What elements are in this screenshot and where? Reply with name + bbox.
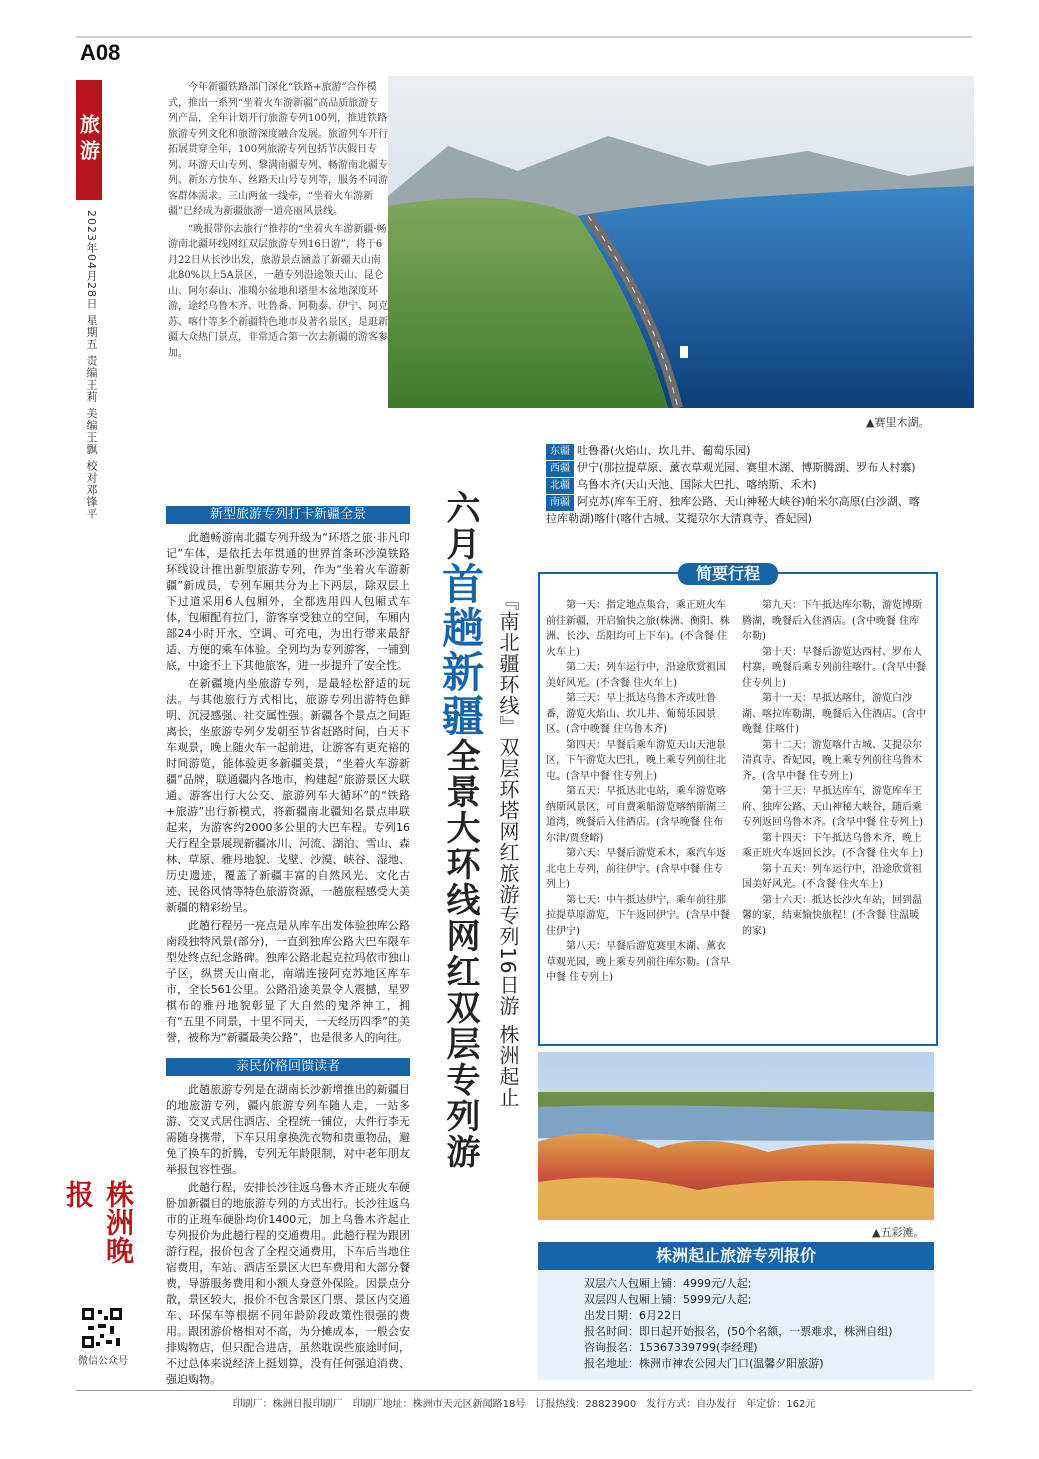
sayram-lake-photo: [388, 76, 974, 408]
itinerary-day: 第六天：早餐后游览禾木，乘汽车返北屯上专列，前往伊宁。(含早中餐 住专列上): [546, 848, 726, 890]
paragraph: 在新疆境内坐旅游专列，是最轻松舒适的玩法。与其他旅行方式相比，旅游专列出游特色鲜明、沉浸感强、社交属性强。新疆各个景点之间距离长，坐旅游专列夕发朝至节省赶路时间，白天下车观景，晚上随火车一起前进，让游客有更充裕的时间游览，能体验更多新疆美景，“坐着火车游新疆”品牌，联通疆内各地市，构建起“旅游景区大联通、游客出行大公交、旅游列车大循环”的“铁路+旅游”出行新模式，将新疆南北疆知名景点串联起来，为游客约2000多公里的大巴车程。专列16天行程全景展现新疆冰川、河流、湖泊、雪山、森林、草原、雅丹地貌、戈壁、沙漠、峡谷、湿地、历史遗迹，覆盖了新疆丰富的自然风光、文化古迹、民俗风情等特色旅游资源，一趟旅程感受大美新疆的精彩纷呈。: [166, 677, 410, 914]
destination-list: [546, 443, 926, 527]
destination-text: 吐鲁番(火焰山、坎儿井、葡萄乐园): [577, 444, 751, 457]
itinerary-day: 第五天：早抵达北屯站，乘车游览喀纳斯风景区，可自费乘船游览喀纳斯湖三道湾，晚餐后入住酒店。(含早晚餐 住布尔津/贾登峪): [546, 786, 726, 844]
price-line: 报名地址：株洲市神农公园大门口(温馨夕阳旅游): [584, 1357, 824, 1370]
itinerary-day: 第九天：下午抵达库尔勒，游览博斯腾湖，晚餐后入住酒店。(含中晚餐 住库尔勒): [742, 600, 922, 642]
price-line: 咨询报名：15367339799(李经理): [584, 1341, 758, 1354]
destination-text: 阿克苏(库车王府、独库公路、天山神秘大峡谷)帕米尔高原(白沙湖、喀拉库勒湖)喀什(喀什古城、艾提尕尔大清真寺、香妃园): [546, 495, 920, 525]
price-line: 双层六人包厢上铺：4999元/人起;: [584, 1277, 752, 1290]
destination-item: [546, 494, 926, 527]
region-tag: 南疆: [546, 495, 574, 511]
itinerary-day: 第十三天：早抵达库车，游览库车王府、独库公路、天山神秘大峡谷，随后乘专列返回乌鲁木齐。(含早中餐 住专列上): [742, 786, 923, 828]
destination-item: [546, 460, 926, 477]
section-heading: 新型旅游专列打卡新疆全景: [166, 506, 410, 524]
section-body: [166, 530, 410, 1046]
section-body: [166, 1082, 410, 1388]
paragraph: 此趟畅游南北疆专列升级为“环塔之旅·非凡印记”车体，是依托去年贯通的世界首条环沙漠铁路环线设计推出新型旅游专列，作为“坐着火车游新疆”新成员，专列车厢共分为上下两层，除双层上下过道采用6人包厢外，全都选用四人包厢式车体，包厢配有拉门，游客享受独立的空间，车厢内部24小时开水、空调、可充电，为出行带来最舒适、方便的乘车体验。全列均为专列游客，一铺到底，中途不上下其他旅客，进一步提升了安全性。: [166, 531, 410, 672]
itinerary-day: 第三天：早上抵达乌鲁木齐或吐鲁番，游览火焰山、坎儿井、葡萄乐园景区。(含中晚餐 住乌鲁木齐): [546, 693, 716, 735]
itinerary-day: 第十一天：早抵达喀什，游览白沙湖、喀拉库勒湖，晚餐后入住酒店。(含中晚餐 住喀什): [742, 693, 926, 735]
price-line: 报名时间：即日起开始报名，(50个名额，一票难求，株洲自组): [584, 1325, 893, 1338]
itinerary-heading: 简要行程: [678, 563, 778, 585]
section-1: [166, 506, 410, 1048]
itinerary-day: 第十天：早餐后游览达西村、罗布人村寨，晚餐后乘专列前往喀什。(含早中餐 住专列上): [742, 646, 926, 689]
section-2: [166, 1058, 410, 1390]
photo-caption: ▲赛里木湖。: [866, 416, 930, 429]
itinerary-day: 第七天：中午抵达伊宁，乘车前往那拉提草原游览，下午返回伊宁。(含早中餐 住伊宁): [546, 894, 730, 937]
region-tag: 东疆: [546, 444, 574, 460]
sayram-lake-image: [388, 76, 974, 408]
region-tag: 西疆: [546, 461, 574, 477]
itinerary-right-column: [742, 598, 928, 939]
itinerary-day: 第十二天：游览喀什古城、艾提尕尔清真寺、香妃园，晚上乘专列前往乌鲁木齐。(含早中餐 住专列上): [742, 739, 922, 782]
footer: 印刷厂：株洲日报印刷厂 印刷厂地址：株洲市天元区新闻路18号 订报热线：28823900 发行方式：自办发行 年定价：162元: [76, 1390, 972, 1410]
itinerary-left-column: [546, 598, 732, 986]
qr-code-graphic: [80, 1306, 124, 1350]
price-line: 出发日期：6月22日: [584, 1309, 682, 1322]
region-tag: 北疆: [546, 478, 574, 494]
itinerary-day: 第十五天：列车运行中，沿途欣赏祖国美好风光。(不含餐 住火车上): [742, 863, 922, 890]
itinerary-day: 第八天：早餐后游览赛里木湖、薰衣草观光园，晚上乘专列前往库尔勒。(含早中餐 住专列上): [546, 941, 730, 983]
itinerary-box: [538, 572, 938, 1046]
itinerary-day: 第十六天：抵达长沙火车站，回到温馨的家，结束愉快旅程！(不含餐 住温暖的家): [742, 894, 922, 937]
destination-item: [546, 443, 926, 460]
destination-item: [546, 477, 926, 494]
newspaper-logo: 株洲晚报: [62, 1180, 135, 1264]
itinerary-day: 第一天：指定地点集合，乘正班火车前往新疆，开启愉快之旅(株洲、衡阳、株洲、长沙、岳阳均可上下车)。(不含餐 住火车上): [546, 600, 730, 658]
colorful-beach-photo: [538, 1052, 934, 1220]
intro-paragraph: 今年新疆铁路部门深化“铁路+旅游”合作模式，推出一系列“坐着火车游新疆”高品质旅游专列产品，全年计划开行旅游专列100列，推进铁路旅游专列文化和旅游深度融合发展。旅游列车开行拓展贯穿全年，100列旅游专列包括节庆假日专列、环游天山专列、黎满南疆专列、畅游南北疆专列、新东方快车、丝路天山号专列等，服务不同游客群体需求。三山两盆一线牵，“坐着火车游新疆”已经成为新疆旅游一道亮丽风景线。: [168, 82, 388, 217]
top-rule: [76, 36, 972, 38]
destination-text: 伊宁(那拉提草原、薰衣草观光园、赛里木湖、博斯腾湖、罗布人村寨): [577, 461, 916, 474]
section-heading: 亲民价格回馈读者: [166, 1058, 410, 1076]
qr-code-icon[interactable]: [80, 1306, 124, 1350]
pricing-lines: [584, 1276, 893, 1372]
qr-label: 微信公众号: [78, 1356, 128, 1367]
colorful-beach-image: [538, 1052, 934, 1220]
itinerary-day: 第四天：早餐后乘车游览天山天池景区，下午游览大巴扎，晚上乘专列前往北屯。(含早中餐 住专列上): [546, 739, 726, 782]
headline-highlight: 首趟新疆: [436, 562, 485, 738]
itinerary-day: 第二天：列车运行中，沿途欣赏祖国美好风光。(不含餐 住火车上): [546, 662, 726, 689]
paragraph: 此趟行程另一亮点是从库车出发体验独库公路南段独特风景(部分)，一直到独库公路大巴车限车型处终点纪念路碑。独库公路北起克拉玛依市独山子区，纵贯天山南北，南端连接阿克苏地区库车市，全长561公里。公路沿途美景令人震撼，星罗棋布的雅丹地貌彰显了大自然的鬼斧神工，拥有“五里不同景，十里不同天，一天经历四季”的美誉，被称为“新疆最美公路”，也是很多人的向往。: [166, 919, 410, 1044]
paragraph: 此趟旅游专列是在湖南长沙新增推出的新疆目的地旅游专列，疆内旅游专列车随人走，一站多游、交叉式居住酒店、全程统一铺位，大件行李无需随身携带，下车只用拿换洗衣物和贵重物品，避免了换车的折腾，专列无年龄限制，对中老年朋友举报包容性强。: [166, 1083, 410, 1176]
pricing-heading: 株洲起止旅游专列报价: [538, 1242, 934, 1270]
subheadline: 『南北疆环线』双层环塔网红旅游专列16日游 株洲起止: [496, 590, 520, 1108]
price-line: 双层四人包厢上铺：5999元/人起;: [584, 1293, 752, 1306]
intro-text: [168, 80, 388, 480]
itinerary-day: 第十四天：下午抵达乌鲁木齐，晚上乘正班火车返回长沙。(不含餐 住火车上): [742, 832, 923, 859]
destination-text: 乌鲁木齐(天山天池、国际大巴扎、喀纳斯、禾木): [577, 478, 817, 491]
headline-prefix: 六月: [440, 490, 480, 562]
paragraph: 此趟行程，安排长沙往返乌鲁木齐正班火车硬卧加新疆目的地旅游专列的方式出行。长沙往返乌市的正班车硬卧均价1400元，加上乌鲁木齐起止专列报价为此趟行程的交通费用。此趟行程为跟团游行程，报价包含了全程交通费用，下车后当地住宿费用，车站、酒店至景区大巴车费用和大部分餐费，导游服务费用和小额人身意外保险。因景点分散，景区较大，报价不包含景区门票、景区内交通车、环保车等根据不同年龄阶段政策性很强的费用。跟团游价格相对不高，为分摊成本，一般会安排购物店，但只配合进店，虽然耽误些旅途时间，不过总体来说经济上挺划算，没有任何强迫消费、强迫购物。: [166, 1181, 410, 1386]
photo-caption: ▲五彩滩。: [872, 1226, 925, 1239]
intro-paragraph: “晚报带你去旅行”推荐的“坐着火车游新疆·畅游南北疆环线网红双层旅游专列16日游”，将于6月22日从长沙出发，旅游景点涵盖了新疆天山南北80%以上5A景区，一趟专列沿途领天山、昆仑山、阿尔泰山、准噶尔盆地和塔里木盆地深度环游，途经乌鲁木齐、吐鲁番、阿勒泰、伊宁、阿克苏、喀什等多个新疆特色地市及著名景区，是逛新疆大众热门景点，非常适合第一次去新疆的游客参加。: [168, 223, 388, 359]
page-number: A08: [80, 40, 121, 65]
headline: [436, 490, 485, 1170]
issue-meta: 2023年04月28日 星期五 责编王莉 美编王飘 校对邓锋平: [85, 210, 98, 520]
headline-rest: 全景大环线网红双层专列游: [440, 738, 480, 1170]
section-tag: 旅游: [76, 80, 102, 200]
